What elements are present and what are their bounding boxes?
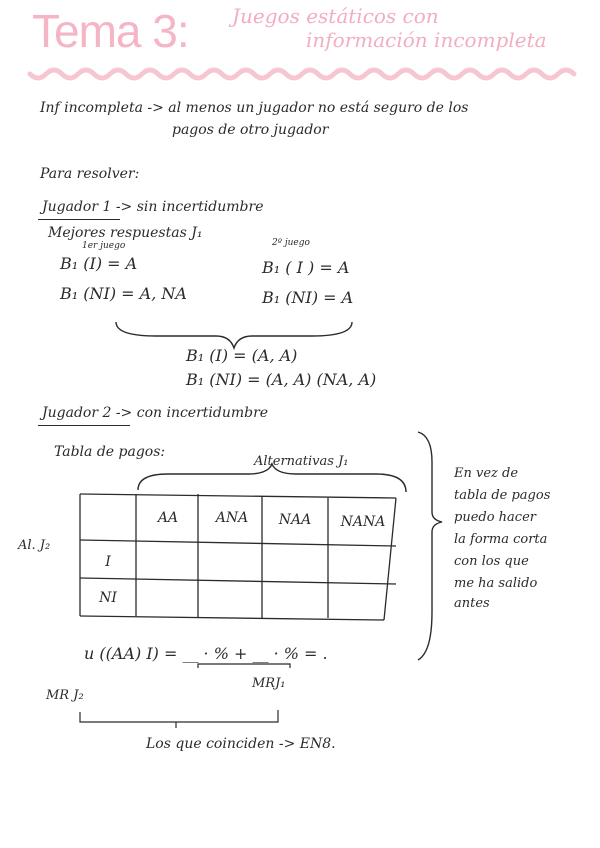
mrj2-label: MR J₂	[46, 688, 84, 703]
col-header-ana: ANA	[215, 510, 249, 526]
definition-line2: pagos de otro jugador	[172, 122, 329, 138]
side-note-2: tabla de pagos	[454, 488, 551, 503]
row-label-i: I	[105, 554, 111, 570]
col-header-nana: NANA	[340, 514, 386, 530]
definition-line1: Inf incompleta -> al menos un jugador no está seguro de los	[40, 100, 469, 116]
title-wavy-underline	[30, 70, 574, 78]
side-note-4: la forma corta	[454, 532, 548, 547]
page-title: Tema 3:	[32, 5, 189, 57]
mrj1-label: MRJ₁	[252, 676, 286, 691]
j1-br-left-1: B₁ (I) = A	[60, 254, 138, 273]
mejores-respuestas: Mejores respuestas J₁	[48, 225, 203, 241]
para-resolver: Para resolver:	[40, 166, 140, 182]
side-note-5: con los que	[454, 554, 529, 569]
j1-br-right-2: B₁ (NI) = A	[262, 288, 354, 307]
col-header-aa: AA	[157, 510, 179, 526]
j1-result-1: B₁ (I) = (A, A)	[186, 346, 298, 365]
conclusion-line: Los que coinciden -> EN8.	[146, 736, 336, 752]
payoff-table-grid	[80, 494, 396, 620]
col-header-naa: NAA	[278, 512, 312, 528]
tabla-de-pagos: Tabla de pagos:	[54, 444, 166, 460]
row-label-ni: NI	[99, 590, 117, 606]
j1-br-left-2: B₁ (NI) = A, NA	[60, 284, 187, 303]
side-note-6: me ha salido	[454, 576, 538, 591]
side-note-7: antes	[454, 596, 490, 611]
j1-brace	[116, 322, 352, 348]
first-game-label: 1er juego	[82, 241, 126, 251]
side-note-3: puedo hacer	[454, 510, 536, 525]
al-j2-label: Al. J₂	[18, 538, 51, 553]
j1-result-2: B₁ (NI) = (A, A) (NA, A)	[186, 370, 377, 389]
mrj1-bracket	[198, 664, 290, 668]
title-subtitle-line1: Juegos estáticos con	[232, 4, 439, 28]
second-game-label: 2º juego	[272, 238, 310, 248]
utility-formula: u ((AA) I) = __ · % + __ · % = .	[84, 644, 328, 663]
jugador1-heading: Jugador 1 -> sin incertidumbre	[42, 199, 264, 215]
jugador2-heading: Jugador 2 -> con incertidumbre	[42, 405, 269, 421]
side-note-brace	[418, 432, 442, 660]
alternativas-brace	[138, 464, 406, 492]
j1-br-right-1: B₁ ( I ) = A	[262, 258, 350, 277]
mrj2-bracket	[80, 710, 278, 722]
side-note-1: En vez de	[454, 466, 519, 481]
title-subtitle-line2: información incompleta	[306, 28, 547, 52]
alternativas-label: Alternativas J₁	[254, 454, 349, 469]
